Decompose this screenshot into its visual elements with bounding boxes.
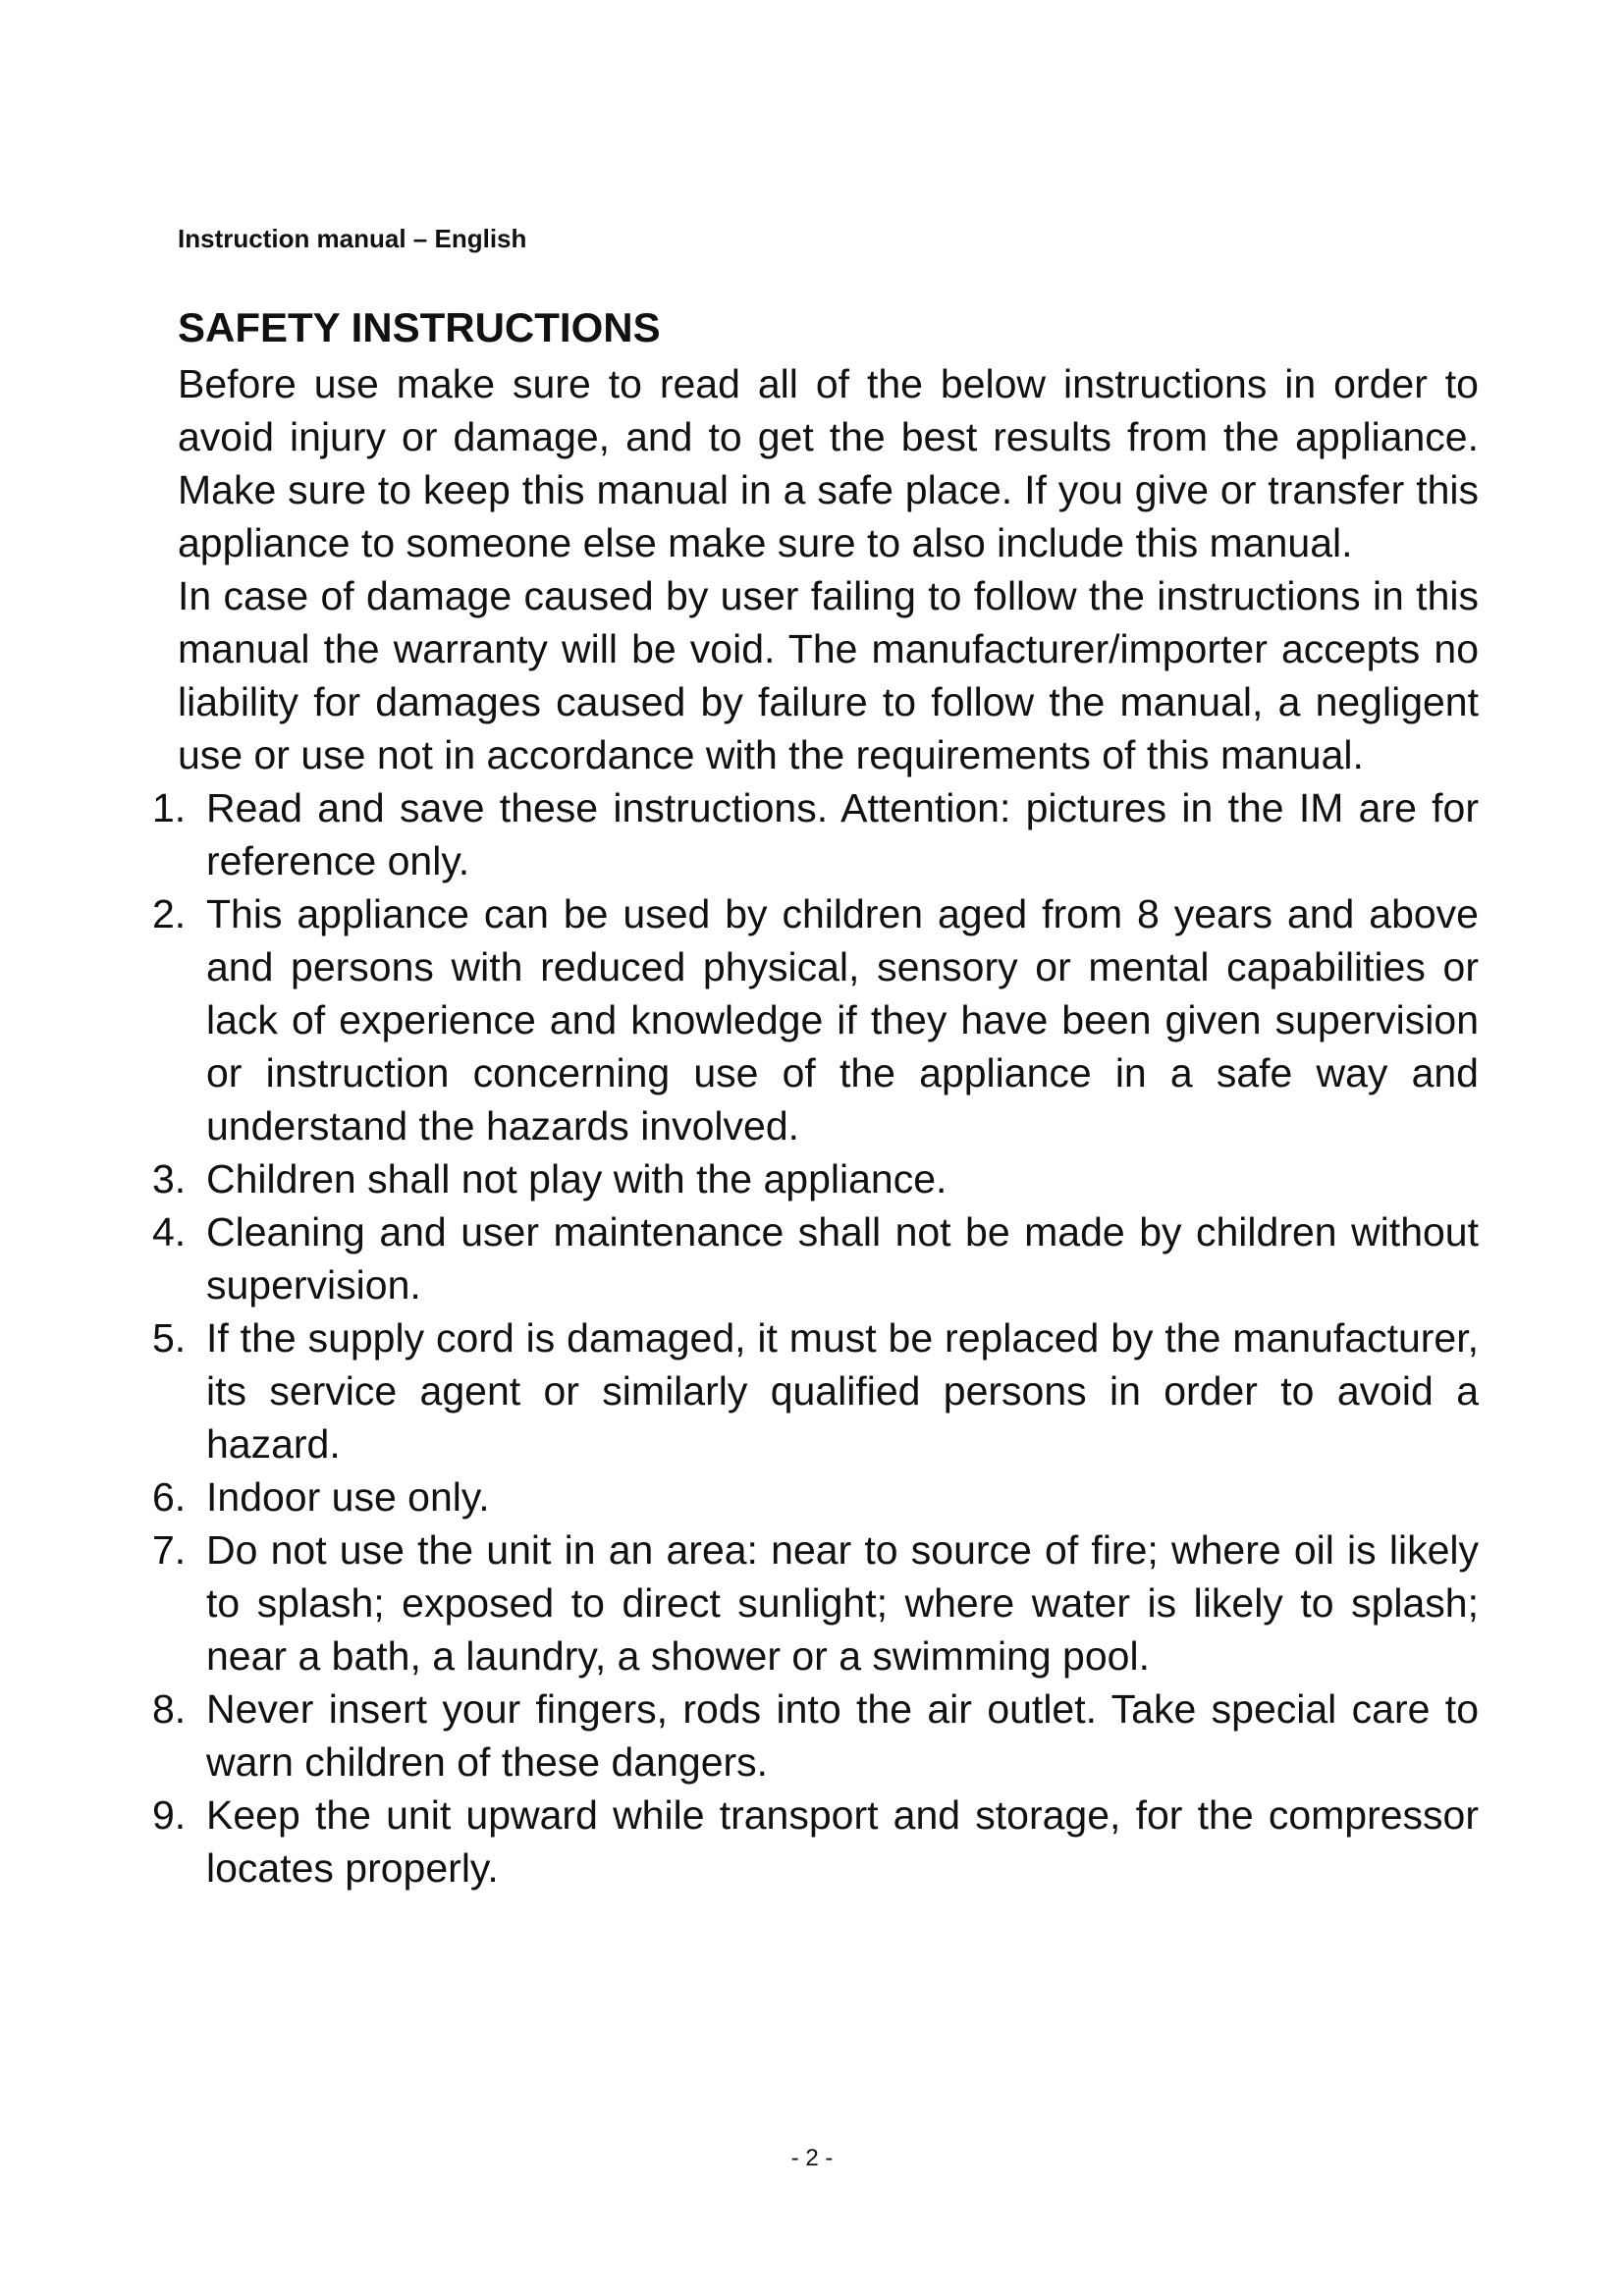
header-label: Instruction manual – English	[178, 224, 527, 253]
warranty-paragraph: In case of damage caused by user failing to follow the instructions in this manual the warranty will be void. The manufacturer/importer accepts no liability for damages caused by failure to follow the manual, a negligent use or use not in accordance with the requirements of this manual.	[178, 573, 1479, 777]
list-item	[152, 1523, 1479, 1682]
item-text: Never insert your fingers, rods into the air outlet. Take special care to warn children of these dangers.	[206, 1686, 1479, 1785]
intro-paragraph: Before use make sure to read all of the below instructions in order to avoid injury or damage, and to get the best results from the appliance. Make sure to keep this manual in a safe place. If you give or transfer this appliance to someone else make sure to also include this manual.	[178, 361, 1479, 565]
list-item	[152, 1789, 1479, 1895]
item-text: Indoor use only.	[206, 1474, 490, 1520]
item-text: Cleaning and user maintenance shall not be made by children without supervision.	[206, 1209, 1479, 1308]
item-number: 6.	[152, 1474, 187, 1520]
item-text: If the supply cord is damaged, it must be replaced by the manufacturer, its service agent or similarly qualified persons in order to avoid a hazard.	[206, 1315, 1479, 1467]
list-item	[152, 1470, 1479, 1523]
list-item	[152, 1152, 1479, 1205]
item-number: 2.	[152, 891, 187, 936]
list-item	[152, 1205, 1479, 1311]
item-number: 9.	[152, 1792, 187, 1838]
safety-section	[152, 302, 1479, 1895]
list-item	[152, 1311, 1479, 1470]
item-text: This appliance can be used by children aged from 8 years and above and persons with reduced physical, sensory or mental capabilities or lack of experience and knowledge if they have been given supervision or instruction concerning use of the appliance in a safe way and understand the hazards involved.	[206, 891, 1479, 1148]
item-text: Do not use the unit in an area: near to source of fire; where oil is likely to splash; exposed to direct sunlight; where water is likely to splash; near a bath, a laundry, a shower or a swimming pool.	[206, 1527, 1479, 1679]
list-item	[152, 1682, 1479, 1789]
item-text: Children shall not play with the appliance.	[206, 1156, 947, 1201]
item-number: 7.	[152, 1527, 187, 1573]
list-item	[152, 781, 1479, 887]
item-number: 8.	[152, 1686, 187, 1732]
item-number: 5.	[152, 1315, 187, 1361]
item-number: 1.	[152, 785, 187, 830]
item-text: Keep the unit upward while transport and storage, for the compressor locates properly.	[206, 1792, 1479, 1891]
item-number: 3.	[152, 1156, 187, 1201]
section-title: SAFETY INSTRUCTIONS	[178, 304, 661, 350]
item-text: Read and save these instructions. Attention: pictures in the IM are for reference only.	[206, 785, 1479, 883]
safety-list	[152, 781, 1479, 1895]
page-number: - 2 -	[790, 2145, 834, 2171]
item-number: 4.	[152, 1209, 187, 1255]
list-item	[152, 887, 1479, 1152]
